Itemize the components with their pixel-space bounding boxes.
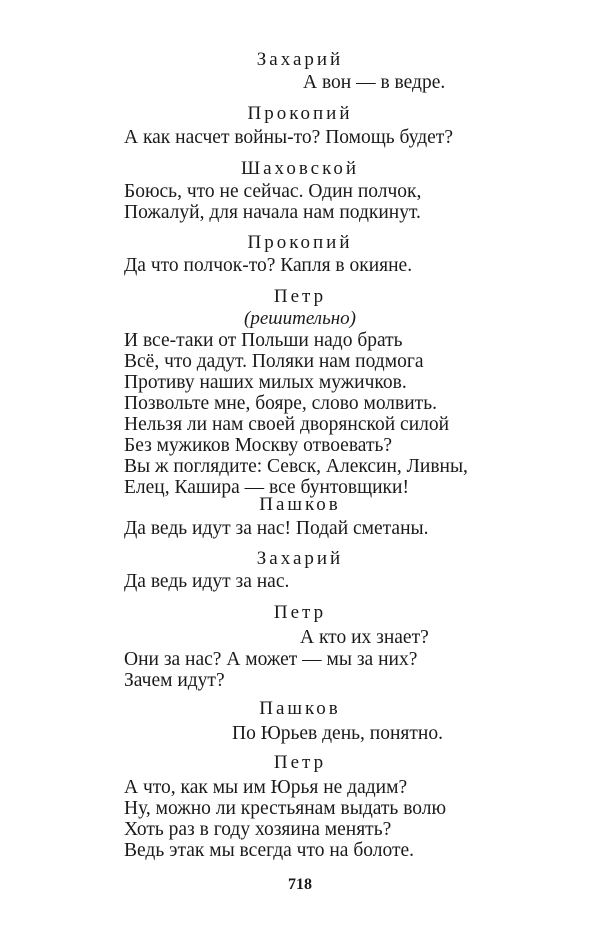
verse-line: А вон — в ведре. <box>303 72 446 93</box>
verse-line: Они за нас? А может — мы за них? <box>124 649 418 670</box>
verse-line: Да что полчок-то? Капля в окияне. <box>124 255 413 276</box>
speaker-name: Шаховской <box>240 158 360 179</box>
speaker-name: Прокопий <box>247 103 353 124</box>
verse-line: Без мужиков Москву отвоевать? <box>124 435 393 456</box>
verse-line: Вы ж поглядите: Севск, Алексин, Ливны, <box>124 456 468 477</box>
verse-line: Боюсь, что не сейчас. Один полчок, <box>124 181 422 202</box>
speaker-name: Петр <box>273 286 327 307</box>
verse-line: Да ведь идут за нас. <box>124 571 290 592</box>
speaker-name: Захарий <box>256 548 344 569</box>
speaker-name: Захарий <box>256 49 344 70</box>
verse-line: Елец, Кашира — все бунтовщики! <box>124 477 409 498</box>
verse-line: Пожалуй, для начала нам подкинут. <box>124 202 421 223</box>
verse-line: Противу наших милых мужичков. <box>124 372 407 393</box>
verse-line: А что, как мы им Юрья не дадим? <box>124 777 408 798</box>
verse-line: Да ведь идут за нас! Подай сметаны. <box>124 518 429 539</box>
verse-line: По Юрьев день, понятно. <box>232 723 443 744</box>
verse-line: И все-таки от Польши надо брать <box>124 330 403 351</box>
verse-line: Нельзя ли нам своей дворянской силой <box>124 414 450 435</box>
page-number: 718 <box>288 876 312 893</box>
verse-line: А кто их знает? <box>300 627 429 648</box>
verse-line: Позвольте мне, бояре, слово молвить. <box>124 393 437 414</box>
speaker-name: Прокопий <box>247 232 353 253</box>
verse-line: Ну, можно ли крестьянам выдать волю <box>124 798 447 819</box>
verse-line: А как насчет войны-то? Помощь будет? <box>124 127 453 148</box>
verse-line: Ведь этак мы всегда что на болоте. <box>124 840 415 861</box>
speaker-name: Пашков <box>259 698 341 719</box>
speaker-name: Петр <box>273 752 327 773</box>
stage-direction: (решительно) <box>244 308 356 329</box>
verse-line: Зачем идут? <box>124 670 225 691</box>
speaker-name: Петр <box>273 602 327 623</box>
verse-line: Всё, что дадут. Поляки нам подмога <box>124 351 424 372</box>
speaker-name: Пашков <box>259 494 341 515</box>
verse-line: Хоть раз в году хозяина менять? <box>124 819 392 840</box>
